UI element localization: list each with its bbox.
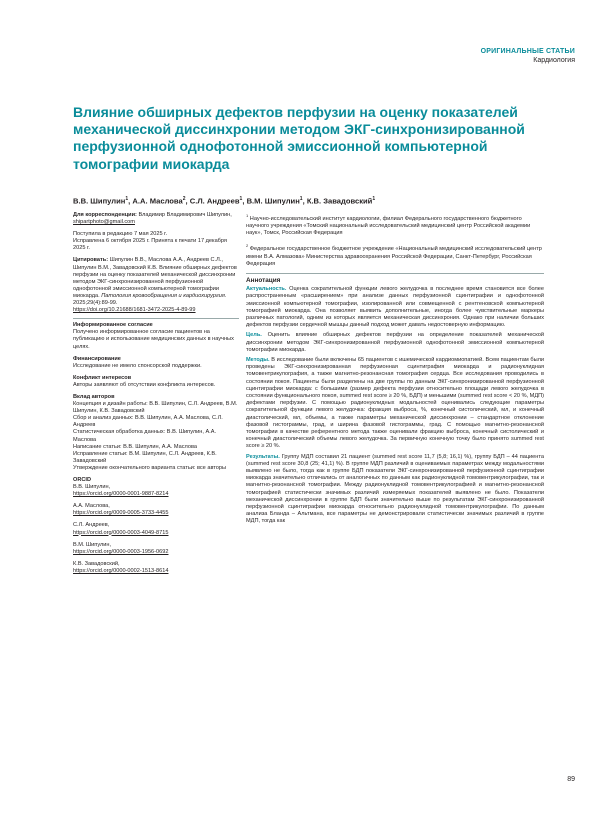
contribution-line: Написание статьи: В.В. Шипулин, А.А. Маслова: [73, 443, 197, 450]
affiliation-2: $^2$ Федеральное государственное бюджетное учреждение «Национальный медицинский исследовательский центр имени В.А. Алмазова» Министерства здравоохранения Российской Федерации, Санкт-Петербург, Российская Федерация: [246, 243, 542, 267]
abstract-aim: Цель. Оценить влияние обширных дефектов перфузии на определение показателей механической диссинхронии методом ЭКГ-синхронизированной перфузионной однофотонной эмиссионной компьютерной томографии миокарда.: [246, 332, 544, 353]
main-column: [246, 212, 544, 529]
funding-heading: Финансирование: [73, 355, 121, 362]
abstract-methods: Методы. В исследование были включены 65 пациентов с ишемической кардиомиопатией. Всем пациентам были проведены ЭКГ-синхронизированная перфузионная сцинтиграфия миокарда и радионуклидная томовентрикулография, а также магнитно-резонансная томография сердца. Все исследования проводились в состоянии покоя. Пациенты были разделены на две группы по данным ЭКГ-синхронизированной перфузионной сцинтиграфии миокарда: с большими (размер дефекта перфузии относительно площади левого желудочка в состоянии функционального покоя, summed rest score ≥ 20 %, БДП) и меньшими (summed rest score < 20 %, МДП) дефектами перфузии. С помощью радионуклидных модальностей оценивались следующие параметры сократительной функции левого желудочка: фракция выброса, %, конечный систолический, мл, и конечный диастолический, мл, объемы, а также параметры механической диссинхронии – стандартное отклонение фазовой гистограммы, град, и ширина фазовой гистограммы, град. С помощью магнитно-резонансной томографии в качестве референтного метода также оценивали фракцию выброса, конечный систолический и конечный диастолический объемы левого желудочка. За первичную конечную точку было принято summed rest score ≥ 20 %.: [246, 356, 544, 450]
conflict-heading: Конфликт интересов: [73, 374, 132, 381]
conflict-text: Авторы заявляют об отсутствии конфликта интересов.: [73, 381, 216, 388]
contributions-heading: Вклад авторов: [73, 393, 115, 400]
abstract-relevance: Актуальность. Оценка сократительной функции левого желудочка в последнее время становится все более распространенным «расширением» при анализе данных перфузионной сцинтиграфии и однофотонной эмиссионной компьютерной томографии, изолированной или совмещенной с рентгеновской компьютерной томографией миокарда. Она позволяет выявить дополнительные, иногда более чувствительные маркеры различных патологий, одним из которых является механическая диссинхрония. Однако при наличии больших дефектов перфузии сердечной мышцы данный подход может давать недостоверную информацию.: [246, 286, 544, 329]
contribution-line: Сбор и анализ данных: В.В. Шипулин, А.А. Маслова, С.Л. Андреев: [73, 415, 223, 429]
article-info-column: [73, 212, 239, 575]
author-list: В.В. Шипулин$^1$, А.А. Маслова$^2$, С.Л. Андреев$^1$, В.М. Шипулин$^1$, К.В. Завадовский$^1$: [73, 196, 376, 206]
contribution-line: Утверждение окончательного варианта статьи: все авторы: [73, 464, 227, 471]
section-label: ОРИГИНАЛЬНЫЕ СТАТЬИ: [480, 48, 575, 55]
abstract-results: Результаты. Группу МДП составил 21 пациент (summed rest score 11,7 (5,8; 16,1) %), группу БДП – 44 пациента (summed rest score 30,8 (25; 41,1) %). В группе МДП различий в оцениваемых параметрах между модальностями выявлено не было, тогда как в группе БДП показатели ЭКГ-синхронизированной перфузионной сцинтиграфии миокарда значительно отличались от аналогичных по данным как радионуклидной томовентрикулографии, так и магнитно-резонансной томографии. Между радионуклидной томовентрикулографией и магнитно-резонансной томографией статистически значимых различий измеряемых показателей выявлено не было. Показатели механической диссинхронии в группе БДП были значительно выше по результатам ЭКГ-синхронизированной перфузионной сцинтиграфии миокарда относительно радионуклидной томовентрикулографии. По данным анализа Бланда – Альтмана, все параметры не демонстрировали статистически значимых различий в группе МДП, тогда как: [246, 453, 544, 525]
subsection-label: Кардиология: [533, 57, 575, 64]
orcid-link[interactable]: https://orcid.org/0000-0001-9887-8214: [73, 491, 169, 498]
citation: Цитировать: Шипулин В.В., Маслова А.А., Андреев С.Л., Шипулин В.М., Завадовский К.В. Влияние обширных дефектов перфузии на оценку показателей механической диссинхронии методом ЭКГ-синхронизированной перфузионной однофотонной эмиссионной компьютерной томографии миокарда. Патология кровообращения и кардиохирургия. 2025;29(4):89-99. https://doi.org/10.21688/1681-3472-2025-4-89-99: [73, 257, 237, 314]
funding-text: Исследование не имело спонсорской поддержки.: [73, 362, 202, 369]
correspondence: Для корреспонденции: Владимир Владимирович Шипулин, shipartphoto@gmail.com: [73, 212, 232, 226]
affiliation-1: $^1$ Научно-исследовательский институт кардиологии, филиал Федерального государственного бюджетного научного учреждения «Томский национальный исследовательский медицинский центр Российской академии наук», Томск, Российская Федерация: [246, 213, 531, 237]
contribution-line: Концепция и дизайн работы: В.В. Шипулин, С.Л. Андреев, В.М. Шипулин, К.В. Завадовский: [73, 401, 238, 415]
section-header: [481, 47, 575, 65]
consent-heading: Информированное согласие: [73, 322, 153, 329]
received-date: Поступила в редакцию 7 мая 2025 г.: [73, 231, 168, 238]
orcid-heading: ORCID: [73, 477, 92, 483]
author: С.Л. Андреев: [189, 196, 240, 206]
orcid-author: К.В. Завадовский,: [73, 560, 120, 567]
author: К.В. Завадовский: [306, 196, 373, 206]
page-number: 89: [567, 776, 575, 783]
orcid-link[interactable]: https://orcid.org/0000-0003-4049-8715: [73, 529, 169, 536]
author: В.В. Шипулин: [73, 196, 126, 206]
article-title: Влияние обширных дефектов перфузии на оценку показателей механической диссинхронии методом ЭКГ-синхронизированной перфузионной однофотонной эмиссионной компьютерной томографии миокарда: [73, 104, 525, 172]
orcid-author: С.Л. Андреев,: [73, 522, 110, 529]
orcid-author: В.В. Шипулин,: [73, 484, 111, 491]
annotation-heading: Аннотация: [246, 276, 281, 284]
contribution-line: Статистическая обработка данных: В.В. Шипулин, А.А. Маслова: [73, 429, 217, 443]
orcid-author: А.А. Маслова,: [73, 503, 110, 510]
orcid-author: В.М. Шипулин,: [73, 541, 112, 548]
author: В.М. Шипулин: [246, 196, 300, 206]
consent-text: Получено информированное согласие пациентов на публикацию и использование медицинских данных в научных целях.: [73, 329, 234, 350]
orcid-link[interactable]: https://orcid.org/0000-0003-1956-0692: [73, 548, 169, 555]
contribution-line: Исправление статьи: В.М. Шипулин, С.Л. Андреев, К.В. Завадовский: [73, 450, 217, 464]
author: А.А. Маслова: [132, 196, 183, 206]
orcid-link[interactable]: https://orcid.org/0000-0002-1513-8614: [73, 567, 169, 574]
revised-date: Исправлена 6 октября 2025 г. Принята к печати 17 декабря 2025 г.: [73, 238, 227, 252]
orcid-link[interactable]: https://orcid.org/0009-0005-3733-4455: [73, 510, 169, 517]
doi-link[interactable]: https://doi.org/10.21688/1681-3472-2025-4-89-99: [73, 307, 196, 314]
correspondence-email-link[interactable]: shipartphoto@gmail.com: [73, 219, 135, 226]
